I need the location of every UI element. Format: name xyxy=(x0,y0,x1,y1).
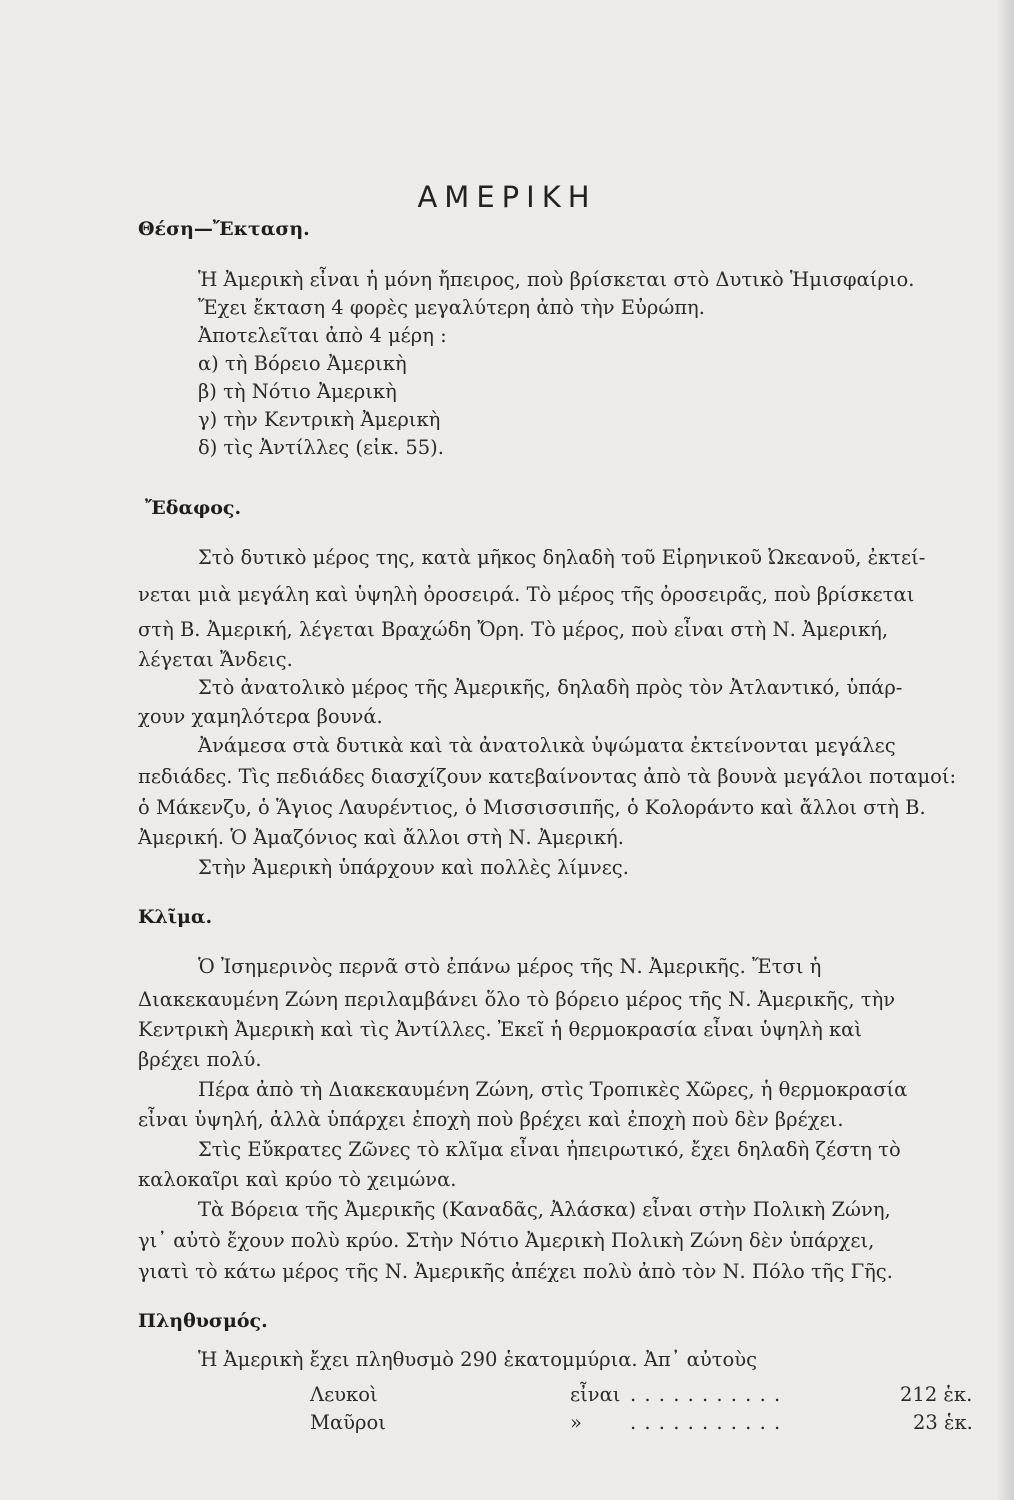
terrain-line: Στὸ δυτικὸ μέρος της, κατὰ μῆκος δηλαδὴ τοῦ Εἰρηνικοῦ Ὠκεανοῦ, ἐκτεί- xyxy=(198,546,926,569)
climate-line: καλοκαῖρι καὶ κρύο τὸ χειμώνα. xyxy=(138,1168,457,1191)
terrain-line: λέγεται Ἄνδεις. xyxy=(138,648,293,671)
climate-line: εἶναι ὑψηλή, ἀλλὰ ὑπάρχει ἐποχὴ ποὺ βρέχει καὶ ἐποχὴ ποὺ δὲν βρέχει. xyxy=(138,1108,844,1131)
climate-line: Στὶς Εὔκρατες Ζῶνες τὸ κλῖμα εἶναι ἠπειρωτικό, ἔχει δηλαδὴ ζέστη τὸ xyxy=(198,1138,901,1161)
list-item: α) τὴ Βόρειο Ἀμερικὴ xyxy=(198,352,407,375)
terrain-line: χουν χαμηλότερα βουνά. xyxy=(138,705,383,728)
position-paragraph-3: Ἀποτελεῖται ἀπὸ 4 μέρη : xyxy=(198,324,447,347)
list-item: β) τὴ Νότιο Ἀμερικὴ xyxy=(198,380,397,403)
heading-climate: Κλῖμα. xyxy=(138,906,213,928)
position-paragraph-2: Ἔχει ἔκταση 4 φορὲς μεγαλύτερη ἀπὸ τὴν Εὐρώπη. xyxy=(198,296,705,319)
climate-line: Διακεκαυμένη Ζώνη περιλαμβάνει ὅλο τὸ βόρειο μέρος τῆς Ν. Ἀμερικῆς, τὴν xyxy=(138,988,896,1011)
heading-position: Θέση—Ἔκταση. xyxy=(138,218,310,240)
terrain-line: νεται μιὰ μεγάλη καὶ ὑψηλὴ ὀροσειρά. Τὸ μέρος τῆς ὀροσειρᾶς, ποὺ βρίσκεται xyxy=(138,583,915,606)
list-item: γ) τὴν Κεντρικὴ Ἀμερικὴ xyxy=(198,408,441,431)
terrain-line: Ἀμερική. Ὁ Ἀμαζόνιος καὶ ἄλλοι στὴ Ν. Ἀμερική. xyxy=(138,826,624,849)
climate-line: γιατὶ τὸ κάτω μέρος τῆς Ν. Ἀμερικῆς ἀπέχει πολὺ ἀπὸ τὸν Ν. Πόλο τῆς Γῆς. xyxy=(138,1260,893,1283)
climate-line: Κεντρικὴ Ἀμερικὴ καὶ τὶς Ἀντίλλες. Ἐκεῖ ἡ θερμοκρασία εἶναι ὑψηλὴ καὶ xyxy=(138,1018,862,1041)
population-row-value: 23 ἑκ. xyxy=(913,1411,973,1434)
terrain-line: Ἀνάμεσα στὰ δυτικὰ καὶ τὰ ἀνατολικὰ ὑψώματα ἐκτείνονται μεγάλες xyxy=(198,734,896,757)
population-row-label: Λευκοὶ xyxy=(310,1383,378,1406)
population-row-verb: » xyxy=(570,1411,582,1434)
terrain-line: Στὴν Ἀμερικὴ ὑπάρχουν καὶ πολλὲς λίμνες. xyxy=(198,856,629,879)
list-item: δ) τὶς Ἀντίλλες (εἰκ. 55). xyxy=(198,436,444,459)
population-row-verb: εἶναι xyxy=(570,1383,621,1406)
terrain-line: Στὸ ἀνατολικὸ μέρος τῆς Ἀμερικῆς, δηλαδὴ πρὸς τὸν Ἀτλαντικό, ὑπάρ- xyxy=(198,676,903,699)
climate-line: βρέχει πολύ. xyxy=(138,1048,262,1071)
terrain-line: στὴ Β. Ἀμερική, λέγεται Βραχώδη Ὄρη. Τὸ μέρος, ποὺ εἶναι στὴ Ν. Ἀμερική, xyxy=(138,618,889,641)
terrain-line: πεδιάδες. Τὶς πεδιάδες διασχίζουν κατεβαίνοντας ἀπὸ τὰ βουνὰ μεγάλοι ποταμοί: xyxy=(138,765,957,788)
population-row-label: Μαῦροι xyxy=(310,1411,386,1434)
heading-population: Πληθυσμός. xyxy=(138,1310,268,1332)
population-row-dots: . . . . . . . . . . . xyxy=(630,1411,782,1434)
population-row-dots: . . . . . . . . . . . xyxy=(630,1383,782,1406)
page-edge-shadow xyxy=(996,0,1014,1500)
climate-line: Τὰ Βόρεια τῆς Ἀμερικῆς (Καναδᾶς, Ἀλάσκα) εἶναι στὴν Πολικὴ Ζώνη, xyxy=(198,1198,891,1221)
terrain-line: ὁ Μάκενζυ, ὁ Ἅγιος Λαυρέντιος, ὁ Μισσισσιπῆς, ὁ Κολοράντο καὶ ἄλλοι στὴ Β. xyxy=(138,796,926,819)
position-paragraph-1: Ἡ Ἀμερικὴ εἶναι ἡ μόνη ἤπειρος, ποὺ βρίσκεται στὸ Δυτικὸ Ἡμισφαίριο. xyxy=(198,268,915,291)
page-title: ΑΜΕΡΙΚΗ xyxy=(417,180,597,214)
heading-terrain: Ἔδαφος. xyxy=(145,497,242,519)
climate-line: Ὁ Ἰσημερινὸς περνᾶ στὸ ἐπάνω μέρος τῆς Ν. Ἀμερικῆς. Ἔτσι ἡ xyxy=(198,955,822,978)
population-intro: Ἡ Ἀμερικὴ ἔχει πληθυσμὸ 290 ἑκατομμύρια. Ἀπ᾿ αὐτοὺς xyxy=(198,1348,757,1371)
climate-line: Πέρα ἀπὸ τὴ Διακεκαυμένη Ζώνη, στὶς Τροπικὲς Χῶρες, ἡ θερμοκρασία xyxy=(198,1078,908,1101)
climate-line: γι᾿ αὐτὸ ἔχουν πολὺ κρύο. Στὴν Νότιο Ἀμερικὴ Πολικὴ Ζώνη δὲν ὑπάρχει, xyxy=(138,1229,875,1252)
population-row-value: 212 ἑκ. xyxy=(900,1383,973,1406)
